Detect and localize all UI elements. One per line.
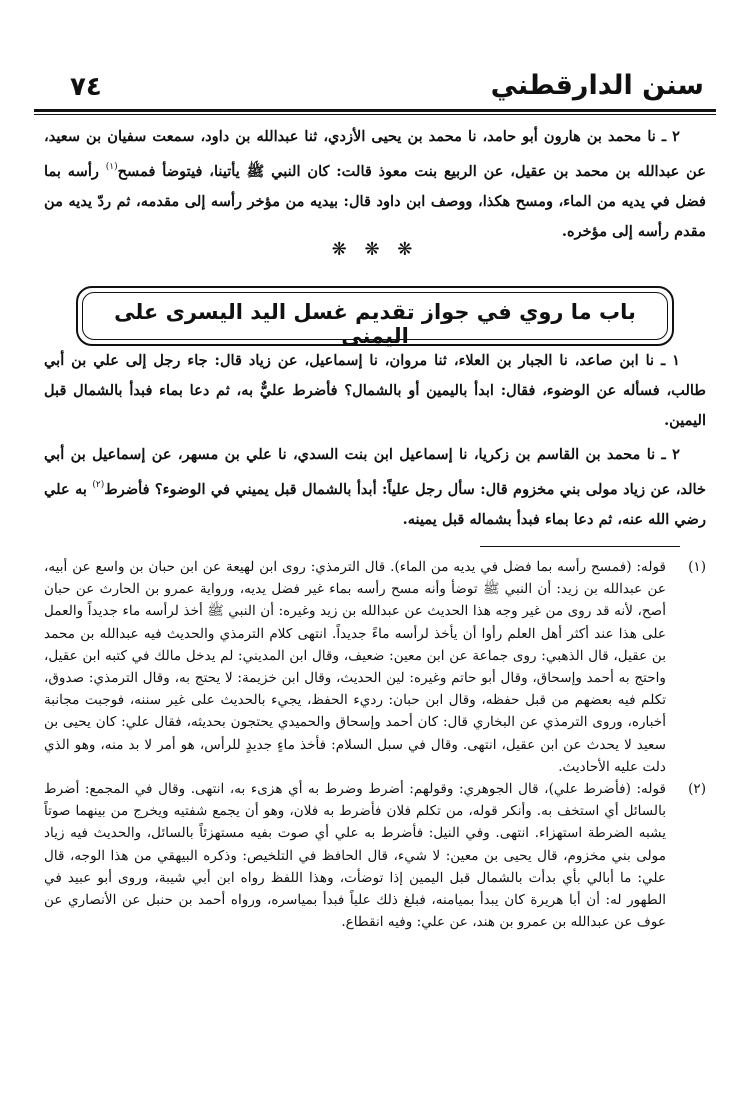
footnote-text: قوله: (فأضرط علي)، قال الجوهري: وقولهم: أضرط وضرط به أي هزىء به، انتهى. وقال في المجمع: أضرط بالسائل أي استخف به. وأنكر قوله، من تكلم فلان فأضرط به فلان، وهو أن يجمع شفتيه ويخرج من بينهما صوتاً يشبه الضرطة استهزاء. انتهى. وفي النيل: فأضرط به علي أي صوت بفيه مستهزئاً بالسائل، والحديث فيه زياد مولى بني مخزوم، قال يحيى بن معين: لا شيء، قال الحافظ في التلخيص: وذكره البيهقي من هذا الوجه، قال علي: ما أبالي بأي بدأت بالشمال قبل اليمين إذا توضأت، وهذا اللفظ رواه ابن أبي شيبة، وروى أبو عبيد في الطهور له: أن أبا هريرة كان يبدأ بميامنه، فبلغ ذلك علياً فبدأ بمياسره، ورواه أحمد بن حنبل عن الأنصاري عن عوف عن عبدالله بن عمرو بن هند، عن علي: وفيه انقطاع. — [44, 781, 666, 931]
footnote-rule — [480, 546, 680, 547]
hadith-paragraph — [44, 440, 706, 535]
footnote-number: (٢) — [688, 781, 706, 798]
header-rule-thin — [34, 114, 716, 115]
hadith-paragraph — [44, 122, 706, 247]
hadith-text-continued: رأسه بما فضل في يديه من الماء، ومسح هكذا، ووصف ابن داود قال: بيديه من مؤخر رأسه إلى مقدمه، ثم ردّ يديه من مقدم رأسه إلى مؤخره. — [44, 163, 706, 240]
hadith-text-continued: به علي رضي الله عنه، ثم دعا بماء فبدأ بشماله قبل يمينه. — [44, 481, 706, 528]
hadith-text: ٢ ـ نا محمد بن القاسم بن زكريا، نا إسماعيل ابن بنت السدي، نا علي بن مسهر، عن إسماعيل بن أبي خالد، عن زياد مولى بني مخزوم قال: سأل رجل علياً: أبدأ بالشمال قبل يميني في الوضوء؟ فأضرط — [44, 446, 706, 498]
hadith-block-main — [44, 346, 706, 535]
footnote-ref: (١) — [105, 162, 118, 172]
footnote-text: قوله: (فمسح رأسه بما فضل في يديه من الماء). قال الترمذي: روى ابن لهيعة عن ابن حبان بن واسع عن أبيه، عن عبدالله بن زيد: أن النبي ﷺ توضأ وأنه مسح رأسه بماء غير فضل يديه، ورواية عمرو بن الحارث عن حبان أصح، لأنه قد روى من غير وجه هذا الحديث عن عبدالله بن زيد وغيره: أن النبي ﷺ أخذ لرأسه ماء جديداً والعمل على هذا عند أكثر أهل العلم رأوا أن يأخذ لرأسه ماءً جديداً. انتهى كلام الترمذي والحديث فيه عبدالله بن محمد بن عقيل، قال الذهبي: روى جماعة عن ابن معين: ضعيف، وقال ابن المديني: لم يدخل مالك في كتبه ابن عقيل، واحتج به أحمد وإسحاق، وقال أبو حاتم وغيره: لين الحديث، وقال ابن خزيمة: لا يحتج به، وقال الترمذي: صدوق، تكلم فيه بعضهم من قبل حفظه، وقال ابن حبان: رديء الحفظ، يجيء بالحديث على غير سننه، فوجبت مجانبة أخباره، وروى الترمذي عن البخاري قال: كان أحمد وإسحاق والحميدي يحتجون بحديثه، فقال علي: كان يحيى بن سعيد لا يحدث عن ابن عقيل، انتهى. وقال في سبل السلام: فأخذ ماءٍ جديدٍ للرأس، هو أمر لا بد منه، وهو الذي دلت عليه الأحاديث. — [44, 559, 666, 775]
page-header — [28, 68, 722, 114]
chapter-heading-frame — [76, 286, 674, 346]
section-separator: ❋ ❋ ❋ — [331, 239, 419, 260]
header-rule — [34, 109, 716, 112]
running-title: سنن الدارقطني — [490, 70, 704, 101]
footnote-number: (١) — [688, 559, 706, 575]
footnote — [44, 778, 706, 933]
footnote-ref: (٢) — [92, 480, 105, 490]
hadith-text: ٢ ـ نا محمد بن هارون أبو حامد، نا محمد بن يحيى الأزدي، ثنا عبدالله بن داود، سمعت سفيان بن سعيد، عن عبدالله بن محمد بن عقيل، عن الربيع بنت معوذ قالت: كان النبي ﷺ يأتينا، فيتوضأ فمسح — [44, 128, 706, 180]
hadith-block-top — [44, 122, 706, 247]
page-number: ٧٤ — [70, 72, 102, 102]
footnote — [44, 556, 706, 778]
hadith-text: ١ ـ نا ابن صاعد، نا الجبار بن العلاء، ثنا مروان، نا إسماعيل، عن زياد قال: جاء رجل إلى علي بن أبي طالب، فسأله عن الوضوء، فقال: ابدأ باليمين أو بالشمال؟ فأضرط عليٌّ به، ثم دعا بماء فبدأ بالشمال قبل اليمين. — [44, 352, 706, 429]
footnotes — [44, 556, 706, 933]
hadith-paragraph — [44, 346, 706, 436]
chapter-title: باب ما روي في جواز تقديم غسل اليد اليسرى على اليمنى — [114, 300, 636, 348]
